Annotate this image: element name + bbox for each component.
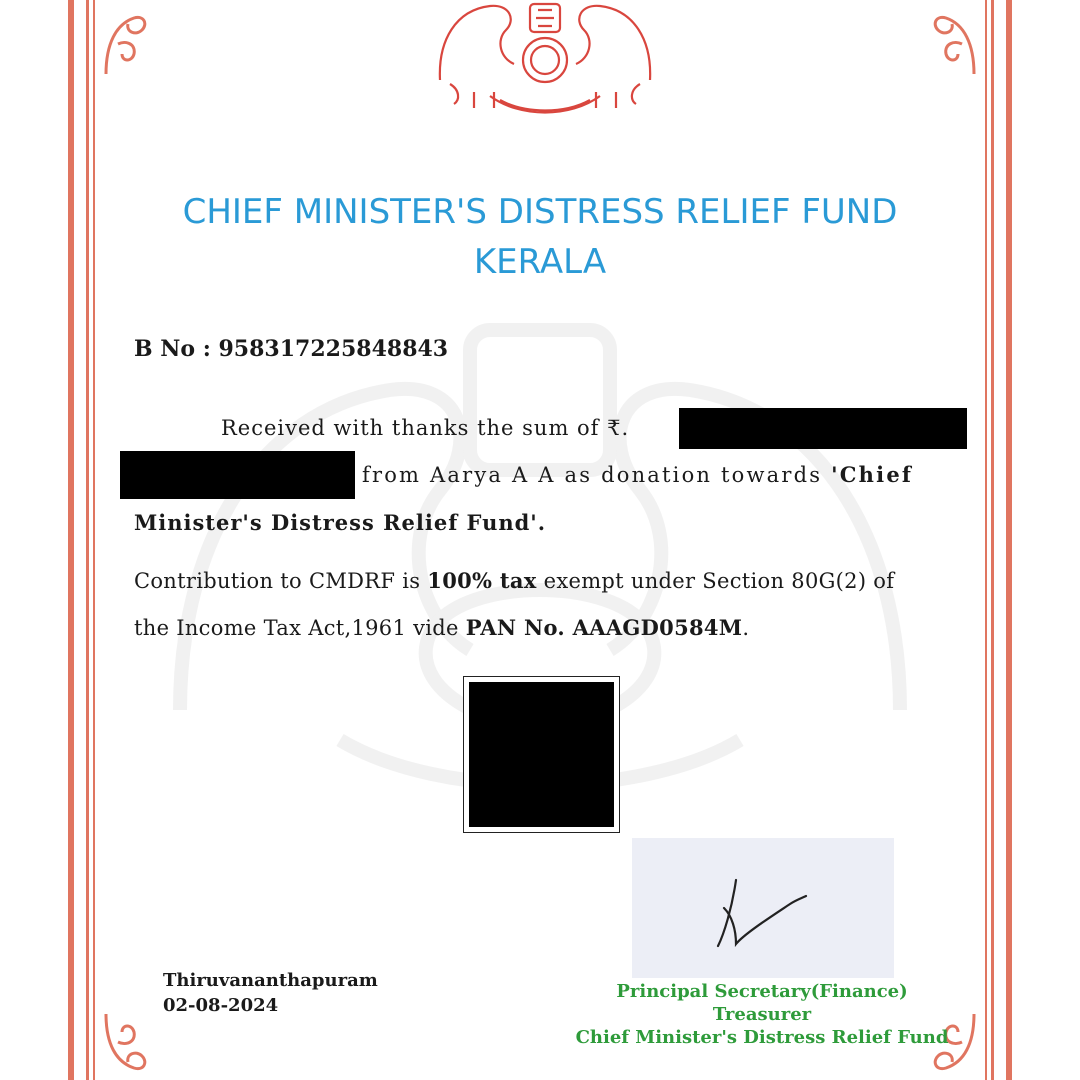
signatory-org: Chief Minister's Distress Relief Fund — [575, 1027, 949, 1048]
signatory-block — [560, 980, 964, 1049]
state-title: KERALA — [473, 242, 607, 282]
corner-flourish-top-right-icon — [930, 4, 984, 78]
signatory-title: Principal Secretary(Finance) — [616, 981, 908, 1002]
tax-text-3: the Income Tax Act,1961 vide — [134, 616, 459, 640]
border-left-inner — [86, 0, 89, 1080]
border-left-outer — [68, 0, 74, 1080]
qr-redaction — [469, 682, 614, 827]
signature-image — [632, 838, 894, 978]
signature-scribble-icon — [632, 838, 894, 978]
redacted-amount-words-box — [120, 451, 355, 499]
issue-date: 02-08-2024 — [163, 995, 279, 1016]
received-text: Received with thanks the sum of ₹. — [221, 416, 630, 440]
fund-name-end: Minister's Distress Relief Fund'. — [134, 510, 547, 535]
fund-title: CHIEF MINISTER'S DISTRESS RELIEF FUND — [182, 192, 898, 232]
tax-text-4: . — [742, 616, 750, 640]
tax-text-1: Contribution to CMDRF is — [134, 569, 421, 593]
border-right-inner — [991, 0, 994, 1080]
redacted-amount-box — [679, 408, 967, 449]
bill-number-label: B No : — [134, 336, 211, 362]
border-left-thin — [93, 0, 95, 1080]
tax-percent: 100% tax — [427, 568, 537, 593]
corner-flourish-top-left-icon — [96, 4, 150, 78]
issue-place-date — [163, 968, 378, 1018]
tax-exemption-line-1 — [134, 568, 894, 593]
pan-number: PAN No. AAAGD0584M — [465, 615, 743, 640]
government-of-kerala-emblem-icon — [430, 0, 660, 118]
border-right-thin — [985, 0, 987, 1080]
fund-name-start: 'Chief — [831, 462, 914, 487]
tax-exemption-line-2 — [134, 615, 749, 640]
bill-number-value: 958317225848843 — [218, 336, 449, 362]
signatory-role: Treasurer — [712, 1004, 812, 1025]
bill-number-line — [134, 336, 448, 362]
donation-from-text: from Aarya A A as donation towards — [362, 463, 823, 487]
redacted-qr-code — [463, 676, 620, 833]
border-right-outer — [1006, 0, 1012, 1080]
tax-text-2: exempt under Section 80G(2) of — [543, 569, 895, 593]
corner-flourish-bottom-left-icon — [96, 1010, 150, 1080]
issue-place: Thiruvananthapuram — [163, 970, 378, 991]
donation-from-line — [362, 462, 913, 487]
